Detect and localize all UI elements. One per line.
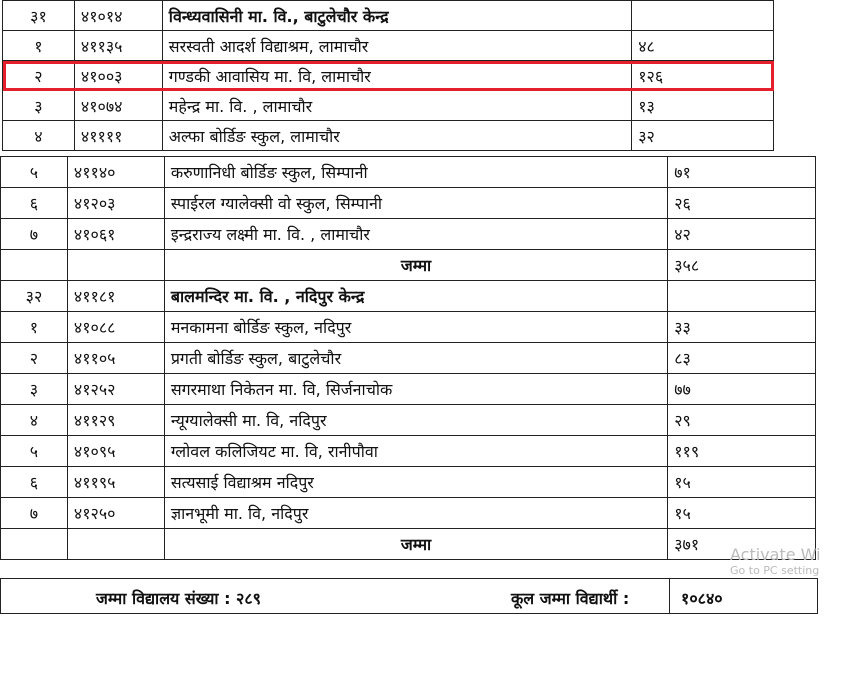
school-code-cell [67, 529, 164, 560]
table-row [1, 405, 816, 436]
serial-cell [1, 250, 68, 281]
table-row [1, 467, 816, 498]
school-code-cell: ४११३५ [74, 31, 162, 61]
center-row [1, 281, 816, 312]
center-row [3, 1, 774, 31]
table-row [1, 312, 816, 343]
table-row [3, 91, 774, 121]
school-code-cell: ४११९५ [67, 467, 164, 498]
student-count-cell: २६ [668, 188, 816, 219]
serial-cell: ५ [1, 157, 68, 188]
school-name-cell: बालमन्दिर मा. वि. , नदिपुर केन्द्र [164, 281, 667, 312]
serial-cell: ४ [3, 121, 75, 151]
watermark-subtitle: Go to PC setting [730, 564, 820, 577]
student-count-cell: ४८ [632, 31, 774, 61]
watermark-title: Activate Wi [730, 545, 821, 564]
table-row [1, 219, 816, 250]
table-row [3, 31, 774, 61]
school-table-bottom [0, 156, 816, 560]
school-name-cell: न्यूग्यालेक्सी मा. वि, नदिपुर [164, 405, 667, 436]
school-code-cell: ४११४० [67, 157, 164, 188]
school-code-cell: ४११०५ [67, 343, 164, 374]
serial-cell: ३ [1, 374, 68, 405]
table-row [3, 121, 774, 151]
table-row [1, 436, 816, 467]
serial-cell: ७ [1, 219, 68, 250]
school-name-cell: सगरमाथा निकेतन मा. वि, सिर्जनाचोक [164, 374, 667, 405]
school-name-cell: इन्द्रराज्य लक्ष्मी मा. वि. , लामाचौर [164, 219, 667, 250]
school-code-cell: ४१०६१ [67, 219, 164, 250]
student-count-cell: ८३ [668, 343, 816, 374]
student-count-cell: १५ [668, 498, 816, 529]
school-name-cell: विन्ध्यवासिनी मा. वि., बाटुलेचौर केन्द्र [162, 1, 631, 31]
summary-row [0, 578, 818, 614]
school-code-cell: ४१००३ [74, 61, 162, 91]
student-count-cell: ३५८ [668, 250, 816, 281]
student-count-cell: ११९ [668, 436, 816, 467]
school-name-cell: गण्डकी आवासिय मा. वि, लामाचौर [162, 61, 631, 91]
table-bottom-body [1, 157, 816, 560]
school-name-cell: प्रगती बोर्डिङ स्कुल, बाटुलेचौर [164, 343, 667, 374]
school-name-cell: सरस्वती आदर्श विद्याश्रम, लामाचौर [162, 31, 631, 61]
serial-cell [1, 529, 68, 560]
school-name-cell: मनकामना बोर्डिङ स्कुल, नदिपुर [164, 312, 667, 343]
school-code-cell: ४१२५० [67, 498, 164, 529]
school-name-cell: ग्लोवल कलिजियट मा. वि, रानीपौवा [164, 436, 667, 467]
school-name-cell: स्पाईरल ग्यालेक्सी वो स्कुल, सिम्पानी [164, 188, 667, 219]
student-count-cell: १३ [632, 91, 774, 121]
serial-cell: २ [3, 61, 75, 91]
student-count-cell: १२६ [632, 61, 774, 91]
school-code-cell: ४१०९५ [67, 436, 164, 467]
total-students-label: कूल जम्मा विद्यार्थी : [511, 589, 630, 608]
school-code-cell: ४१०७४ [74, 91, 162, 121]
activation-watermark [730, 545, 821, 577]
table-row [1, 343, 816, 374]
school-name-cell: करुणानिधी बोर्डिङ स्कुल, सिम्पानी [164, 157, 667, 188]
table-row [1, 374, 816, 405]
student-count-cell: ३२ [632, 121, 774, 151]
table-row [1, 188, 816, 219]
school-code-cell: ४१०८८ [67, 312, 164, 343]
table-row [1, 157, 816, 188]
student-count-cell: ७७ [668, 374, 816, 405]
student-count-cell: ४२ [668, 219, 816, 250]
student-count-cell [668, 281, 816, 312]
school-code-cell: ४१२०३ [67, 188, 164, 219]
total-students-value: १०८४० [681, 589, 723, 608]
student-count-cell: २९ [668, 405, 816, 436]
school-code-cell [67, 250, 164, 281]
serial-cell: ४ [1, 405, 68, 436]
school-name-cell: जम्मा [164, 250, 667, 281]
school-name-cell: अल्फा बोर्डिङ स्कुल, लामाचौर [162, 121, 631, 151]
table-row [1, 498, 816, 529]
total-schools-label: जम्मा विद्यालय संख्या : २८९ [96, 589, 261, 608]
serial-cell: ७ [1, 498, 68, 529]
school-code-cell: ४१२५२ [67, 374, 164, 405]
school-code-cell: ४११२९ [67, 405, 164, 436]
student-count-cell: ३७१ [668, 529, 816, 560]
serial-cell: ६ [1, 188, 68, 219]
total-row [1, 529, 816, 560]
serial-cell: ३ [3, 91, 75, 121]
student-count-cell: ७१ [668, 157, 816, 188]
student-count-cell: ३३ [668, 312, 816, 343]
summary-divider [669, 579, 670, 613]
serial-cell: ३१ [3, 1, 75, 31]
total-row [1, 250, 816, 281]
student-count-cell [632, 1, 774, 31]
serial-cell: ३२ [1, 281, 68, 312]
school-code-cell: ४११११ [74, 121, 162, 151]
school-code-cell: ४१०१४ [74, 1, 162, 31]
serial-cell: ५ [1, 436, 68, 467]
serial-cell: १ [3, 31, 75, 61]
school-name-cell: महेन्द्र मा. वि. , लामाचौर [162, 91, 631, 121]
selected-row-highlight [3, 61, 774, 91]
student-count-cell: १५ [668, 467, 816, 498]
school-name-cell: सत्यसाई विद्याश्रम नदिपुर [164, 467, 667, 498]
serial-cell: ६ [1, 467, 68, 498]
serial-cell: २ [1, 343, 68, 374]
school-name-cell: ज्ञानभूमी मा. वि, नदिपुर [164, 498, 667, 529]
serial-cell: १ [1, 312, 68, 343]
school-name-cell: जम्मा [164, 529, 667, 560]
school-code-cell: ४११८१ [67, 281, 164, 312]
